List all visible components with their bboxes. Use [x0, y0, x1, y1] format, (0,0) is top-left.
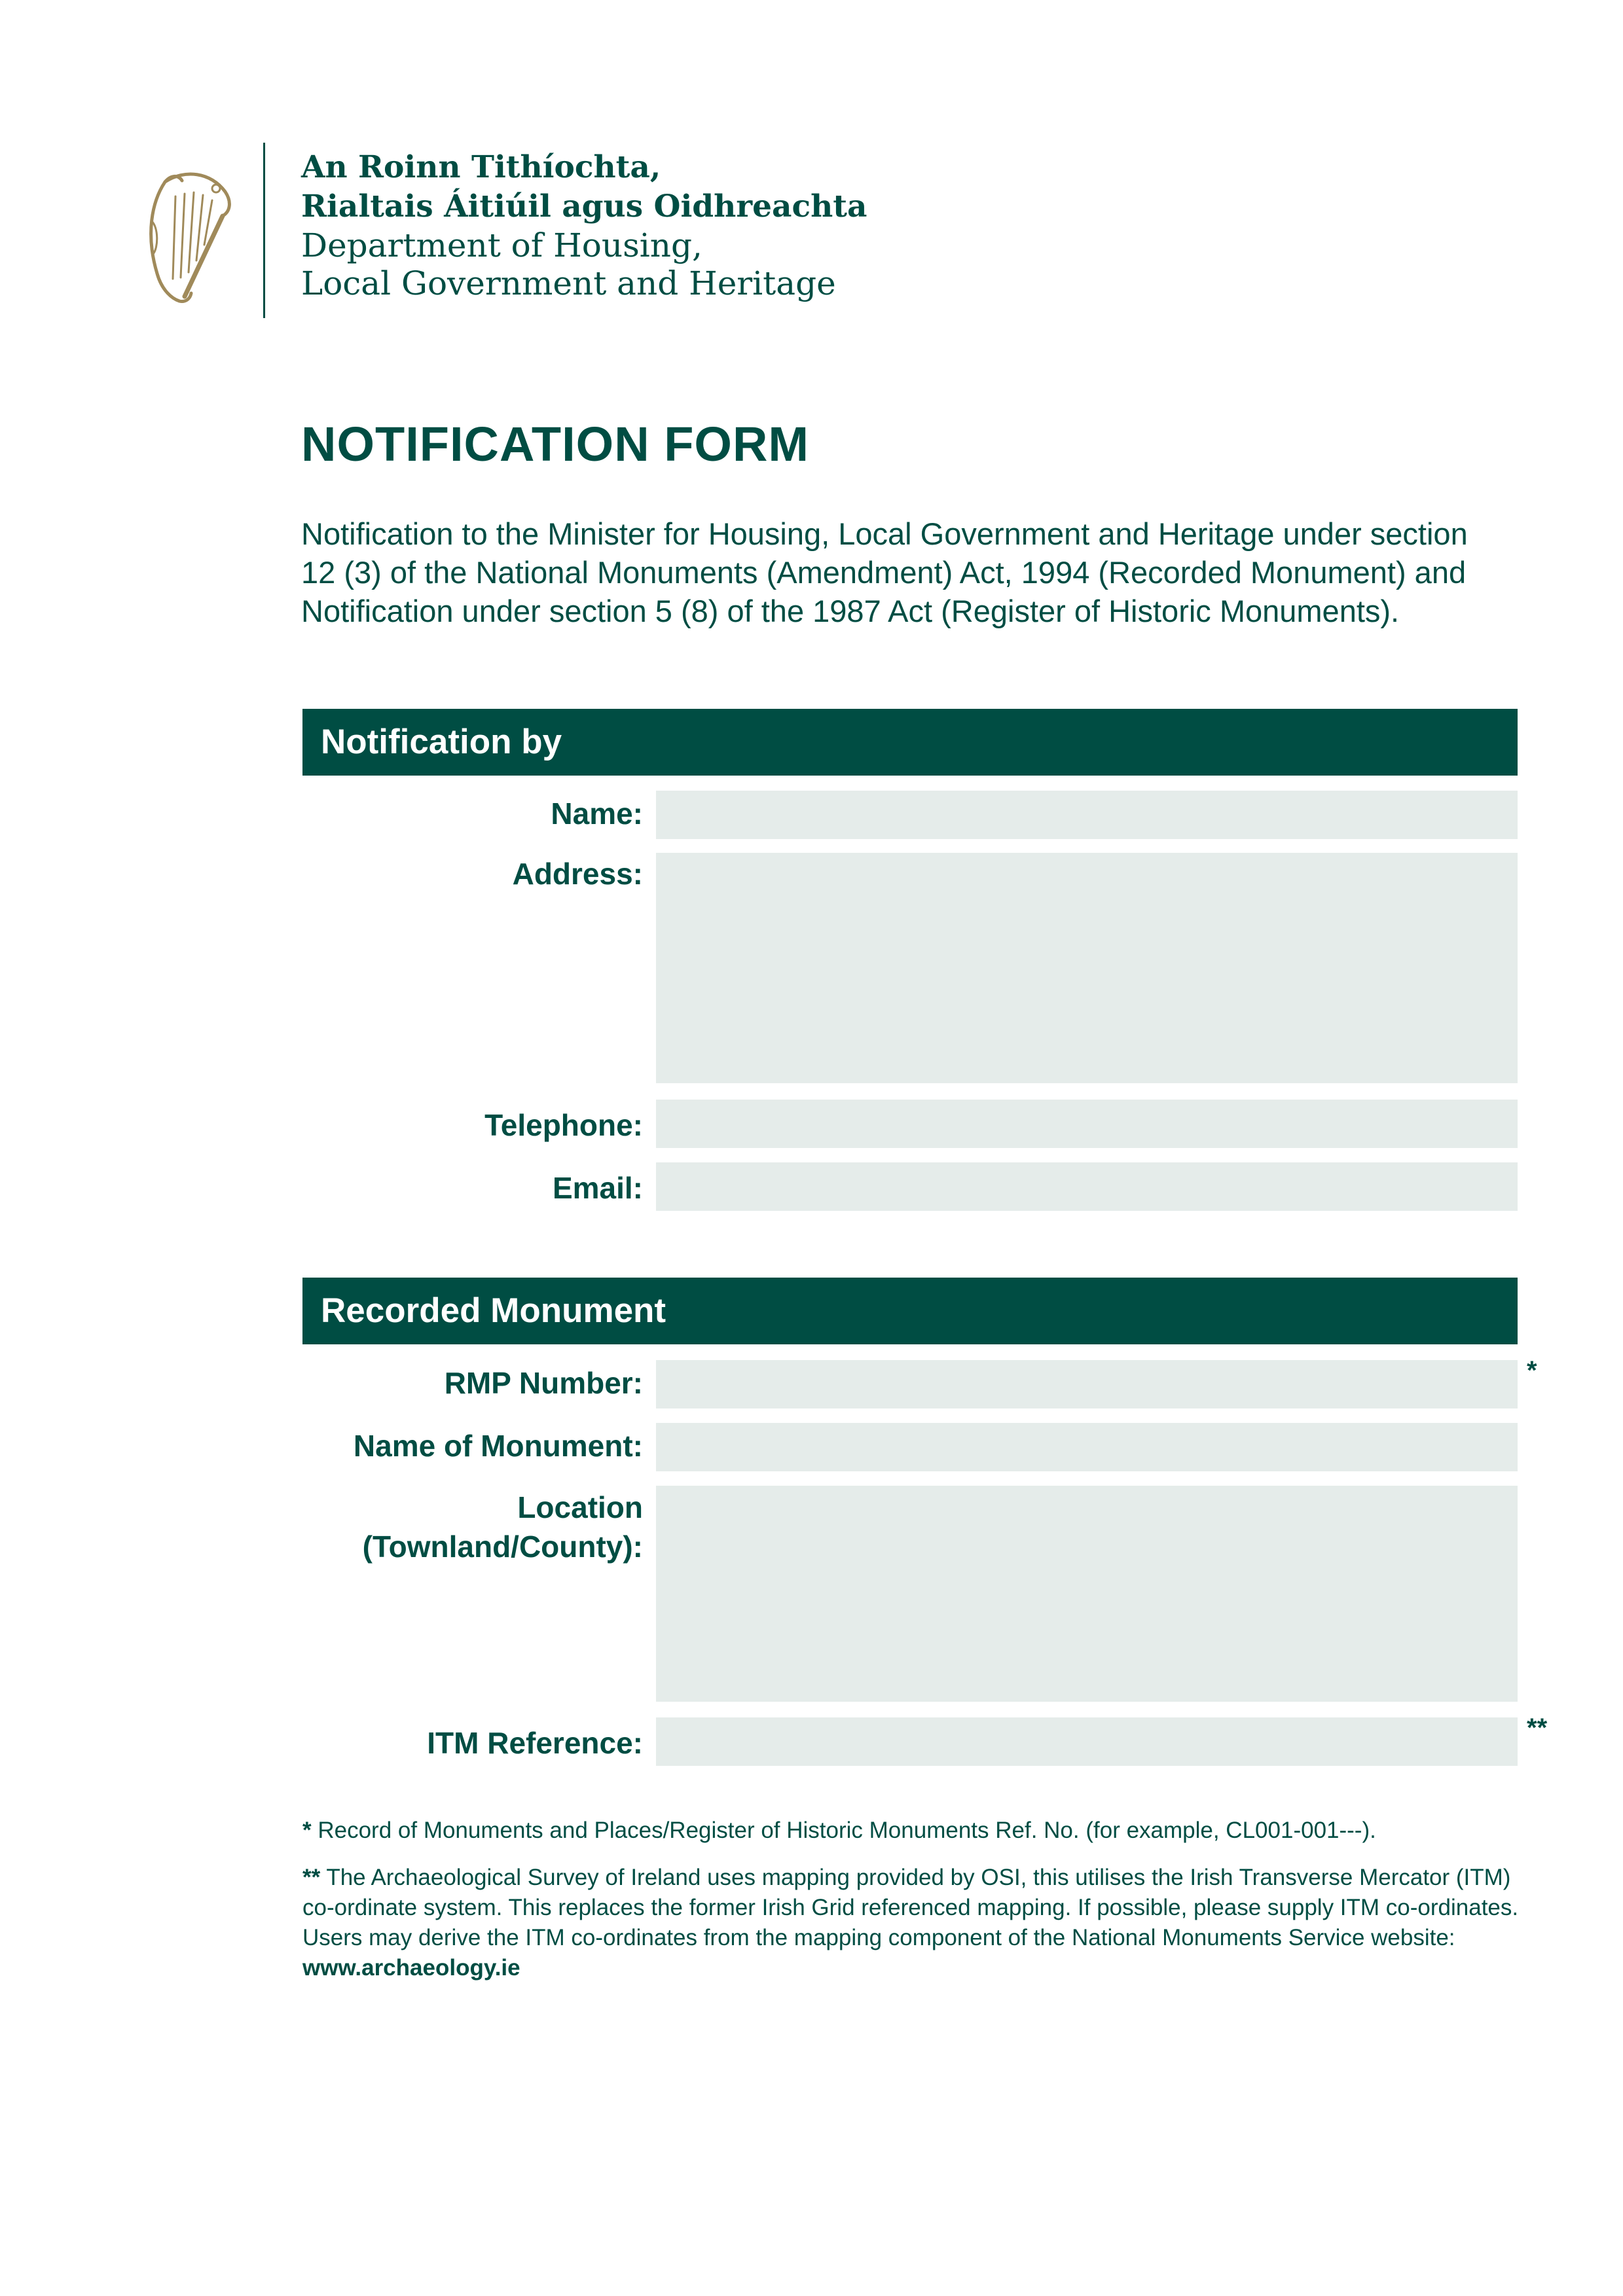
footnote-rmp-text: Record of Monuments and Places/Register of Historic Monuments Ref. No. (for example, CL001-001---). — [311, 1818, 1376, 1843]
page-title: NOTIFICATION FORM — [301, 417, 810, 471]
email-field[interactable] — [656, 1162, 1518, 1211]
location-label-line1: Location — [517, 1490, 643, 1524]
monument-name-field[interactable] — [656, 1423, 1518, 1471]
header-divider — [263, 143, 265, 318]
section-header-notification-by: Notification by — [302, 709, 1518, 776]
dept-english-line2: Local Government and Heritage — [301, 264, 836, 302]
rmp-footnote-marker: * — [1527, 1356, 1537, 1385]
footnote-itm — [302, 1863, 1520, 1983]
archaeology-website-link[interactable]: www.archaeology.ie — [302, 1955, 520, 1981]
email-label: Email: — [552, 1171, 643, 1205]
rmp-number-field[interactable] — [656, 1360, 1518, 1408]
itm-reference-label: ITM Reference: — [427, 1726, 643, 1760]
itm-footnote-marker: ** — [1527, 1713, 1548, 1742]
intro-paragraph: Notification to the Minister for Housing, Local Government and Heritage under section 12 (3) of the National Monuments (Amendment) Act, 1994 (Recorded Monument) and Notification under section 5 (8) of the 1987 Act (Register of Historic Monuments). — [301, 516, 1468, 628]
dept-irish-line2: Rialtais Áitiúil agus Oidhreachta — [301, 188, 867, 224]
section-header-recorded-monument: Recorded Monument — [302, 1278, 1518, 1344]
footnote-itm-marker: ** — [302, 1865, 321, 1890]
harp-emblem-icon — [139, 162, 237, 306]
telephone-label: Telephone: — [484, 1108, 643, 1142]
name-label: Name: — [551, 797, 643, 831]
monument-name-label: Name of Monument: — [353, 1429, 643, 1463]
address-field[interactable] — [656, 853, 1518, 1083]
dept-irish-line1: An Roinn Tithíochta, — [301, 149, 661, 185]
itm-reference-field[interactable] — [656, 1717, 1518, 1766]
footnote-itm-text: The Archaeological Survey of Ireland uses mapping provided by OSI, this utilises the Irish Transverse Mercator (ITM) co-ordinate system. This replaces the former Irish Grid referenced mapping. If possible, please supply ITM co-ordinates. Users may derive the ITM co-ordinates from the mapping component of the National Monuments Service website: — [302, 1865, 1519, 1950]
footnote-rmp-marker: * — [302, 1818, 312, 1843]
telephone-field[interactable] — [656, 1100, 1518, 1148]
rmp-number-label: RMP Number: — [444, 1366, 643, 1400]
dept-english-line1: Department of Housing, — [301, 226, 702, 264]
address-label: Address: — [512, 857, 643, 891]
location-label-line2: (Townland/County): — [362, 1530, 643, 1564]
footnote-rmp — [302, 1816, 1520, 1846]
name-field[interactable] — [656, 791, 1518, 839]
location-field[interactable] — [656, 1486, 1518, 1702]
